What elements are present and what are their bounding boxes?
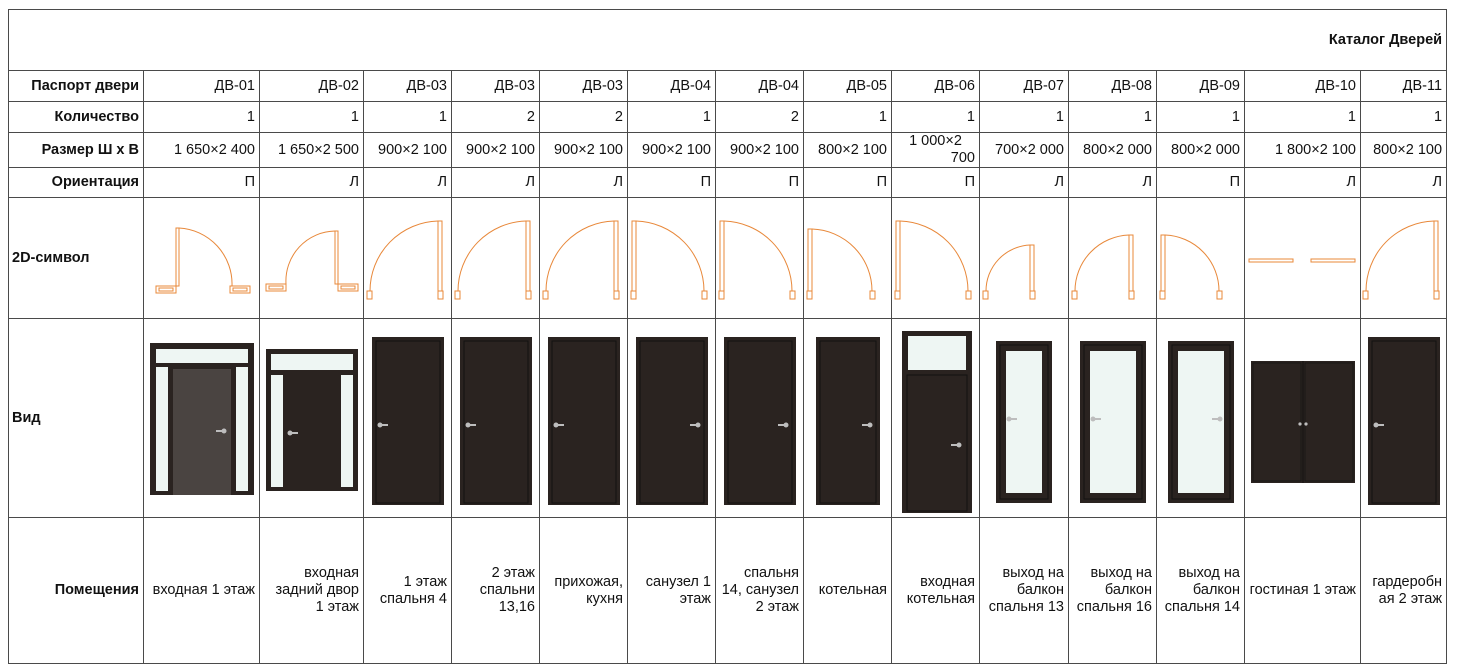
door-size-cell: 800×2 000 [1157,133,1245,168]
swing-door-symbol-icon [1158,203,1244,313]
door-view-cell [980,319,1069,518]
door-qty-cell: 1 [1245,102,1361,133]
solid-door-icon [453,323,539,513]
door-symbol-cell [364,198,452,319]
solid-door-icon [629,323,715,513]
row-label-view: Вид [9,319,144,518]
door-rooms-cell: входная котельная [892,518,980,664]
door-size-cell: 800×2 000 [1069,133,1157,168]
door-id-cell: ДВ-03 [364,71,452,102]
door-qty-cell: 1 [804,102,892,133]
door-rooms-cell: выход на балкон спальня 13 [980,518,1069,664]
door-id-cell: ДВ-03 [540,71,628,102]
door-id-cell: ДВ-07 [980,71,1069,102]
door-id-cell: ДВ-04 [716,71,804,102]
door-view-cell [804,319,892,518]
door-symbol-cell [260,198,364,319]
door-id-cell: ДВ-02 [260,71,364,102]
door-qty-cell: 1 [260,102,364,133]
door-view-cell [540,319,628,518]
double-swing-door-symbol-icon [152,203,252,313]
door-view-cell [1361,319,1447,518]
swing-door-symbol-icon [541,203,627,313]
door-symbol-cell [1245,198,1361,319]
door-size-cell: 900×2 100 [540,133,628,168]
door-qty-cell: 1 [144,102,260,133]
swing-door-symbol-icon [717,203,803,313]
door-rooms-cell: выход на балкон спальня 14 [1157,518,1245,664]
door-symbol-cell [804,198,892,319]
door-qty-cell: 2 [540,102,628,133]
door-qty-cell: 1 [1361,102,1447,133]
door-symbol-cell [980,198,1069,319]
swing-door-symbol-icon [981,203,1067,313]
door-view-cell [1157,319,1245,518]
sliding-door-symbol-icon [1247,203,1359,313]
back-door-with-sidelights-icon [264,323,360,513]
row-label-size: Размер Ш х В [9,133,144,168]
swing-door-symbol-icon [453,203,539,313]
door-orient-cell: Л [540,168,628,198]
solid-door-icon [365,323,451,513]
door-size-cell: 900×2 100 [364,133,452,168]
door-id-cell: ДВ-08 [1069,71,1157,102]
door-qty-cell: 2 [452,102,540,133]
door-size-cell: 800×2 100 [1361,133,1447,168]
door-rooms-cell: входная 1 этаж [144,518,260,664]
door-qty-cell: 1 [1157,102,1245,133]
door-rooms-cell: прихожая, кухня [540,518,628,664]
door-catalog-table [8,9,1447,664]
door-view-cell [628,319,716,518]
row-label-id: Паспорт двери [9,71,144,102]
door-qty-cell: 1 [364,102,452,133]
door-id-cell: ДВ-04 [628,71,716,102]
door-orient-cell: П [1157,168,1245,198]
door-symbol-cell [1157,198,1245,319]
door-view-cell [364,319,452,518]
door-size-line1: 1 000×2 [909,133,962,149]
door-orient-cell: Л [1069,168,1157,198]
glazed-door-icon [981,323,1067,513]
door-rooms-cell: гостиная 1 этаж [1245,518,1361,664]
door-rooms-cell: входная задний двор 1 этаж [260,518,364,664]
row-label-orient: Ориентация [9,168,144,198]
door-size-cell: 800×2 100 [804,133,892,168]
door-symbol-cell [628,198,716,319]
row-label-rooms: Помещения [9,518,144,664]
door-id-cell: ДВ-01 [144,71,260,102]
door-symbol-cell [452,198,540,319]
door-symbol-cell [892,198,980,319]
door-orient-cell: Л [980,168,1069,198]
door-qty-cell: 1 [1069,102,1157,133]
glazed-door-icon [1158,323,1244,513]
door-view-cell [1245,319,1361,518]
entrance-door-with-sidelights-icon [148,323,256,513]
door-view-cell [892,319,980,518]
door-id-cell: ДВ-06 [892,71,980,102]
door-qty-cell: 1 [892,102,980,133]
door-id-cell: ДВ-11 [1361,71,1447,102]
door-id-cell: ДВ-10 [1245,71,1361,102]
door-id-cell: ДВ-03 [452,71,540,102]
door-orient-cell: П [804,168,892,198]
door-size-cell: 1 800×2 100 [1245,133,1361,168]
door-orient-cell: Л [1245,168,1361,198]
swing-door-symbol-icon [805,203,891,313]
door-orient-cell: Л [452,168,540,198]
door-view-cell [716,319,804,518]
door-size-cell: 1 650×2 400 [144,133,260,168]
door-orient-cell: П [628,168,716,198]
door-symbol-cell [540,198,628,319]
door-rooms-cell: санузел 1 этаж [628,518,716,664]
door-view-cell [452,319,540,518]
door-size-cell: 900×2 100 [716,133,804,168]
door-orient-cell: Л [260,168,364,198]
door-qty-cell: 1 [628,102,716,133]
door-with-transom-icon [893,323,979,513]
catalog-title: Каталог Дверей [9,10,1447,71]
swing-door-symbol-icon [629,203,715,313]
door-symbol-cell [1361,198,1447,319]
door-size-cell [892,133,980,168]
door-orient-cell: П [144,168,260,198]
door-view-cell [260,319,364,518]
swing-door-symbol-icon [1070,203,1156,313]
door-rooms-cell: 2 этаж спальни 13,16 [452,518,540,664]
door-qty-cell: 1 [980,102,1069,133]
solid-door-icon [717,323,803,513]
door-view-cell [144,319,260,518]
door-size-line2: 700 [950,150,975,166]
row-label-symbol: 2D-символ [9,198,144,319]
door-size-cell: 1 650×2 500 [260,133,364,168]
swing-door-symbol-icon [1361,203,1447,313]
door-size-cell: 900×2 100 [452,133,540,168]
door-rooms-cell: гардеробн ая 2 этаж [1361,518,1447,664]
glazed-door-icon [1070,323,1156,513]
door-qty-cell: 2 [716,102,804,133]
door-rooms-cell: спальня 14, санузел 2 этаж [716,518,804,664]
door-orient-cell: П [716,168,804,198]
door-rooms-cell: выход на балкон спальня 16 [1069,518,1157,664]
solid-door-icon [805,323,891,513]
door-size-cell: 700×2 000 [980,133,1069,168]
row-label-qty: Количество [9,102,144,133]
door-symbol-cell [144,198,260,319]
solid-door-icon [1361,323,1447,513]
door-rooms-cell: 1 этаж спальня 4 [364,518,452,664]
swing-door-symbol-icon [893,203,979,313]
door-rooms-cell: котельная [804,518,892,664]
door-id-cell: ДВ-05 [804,71,892,102]
door-view-cell [1069,319,1157,518]
door-orient-cell: Л [364,168,452,198]
door-orient-cell: П [892,168,980,198]
door-symbol-cell [716,198,804,319]
swing-door-symbol-icon [264,203,360,313]
double-door-icon [1249,323,1357,513]
door-size-cell: 900×2 100 [628,133,716,168]
door-symbol-cell [1069,198,1157,319]
door-id-cell: ДВ-09 [1157,71,1245,102]
door-orient-cell: Л [1361,168,1447,198]
swing-door-symbol-icon [365,203,451,313]
solid-door-icon [541,323,627,513]
